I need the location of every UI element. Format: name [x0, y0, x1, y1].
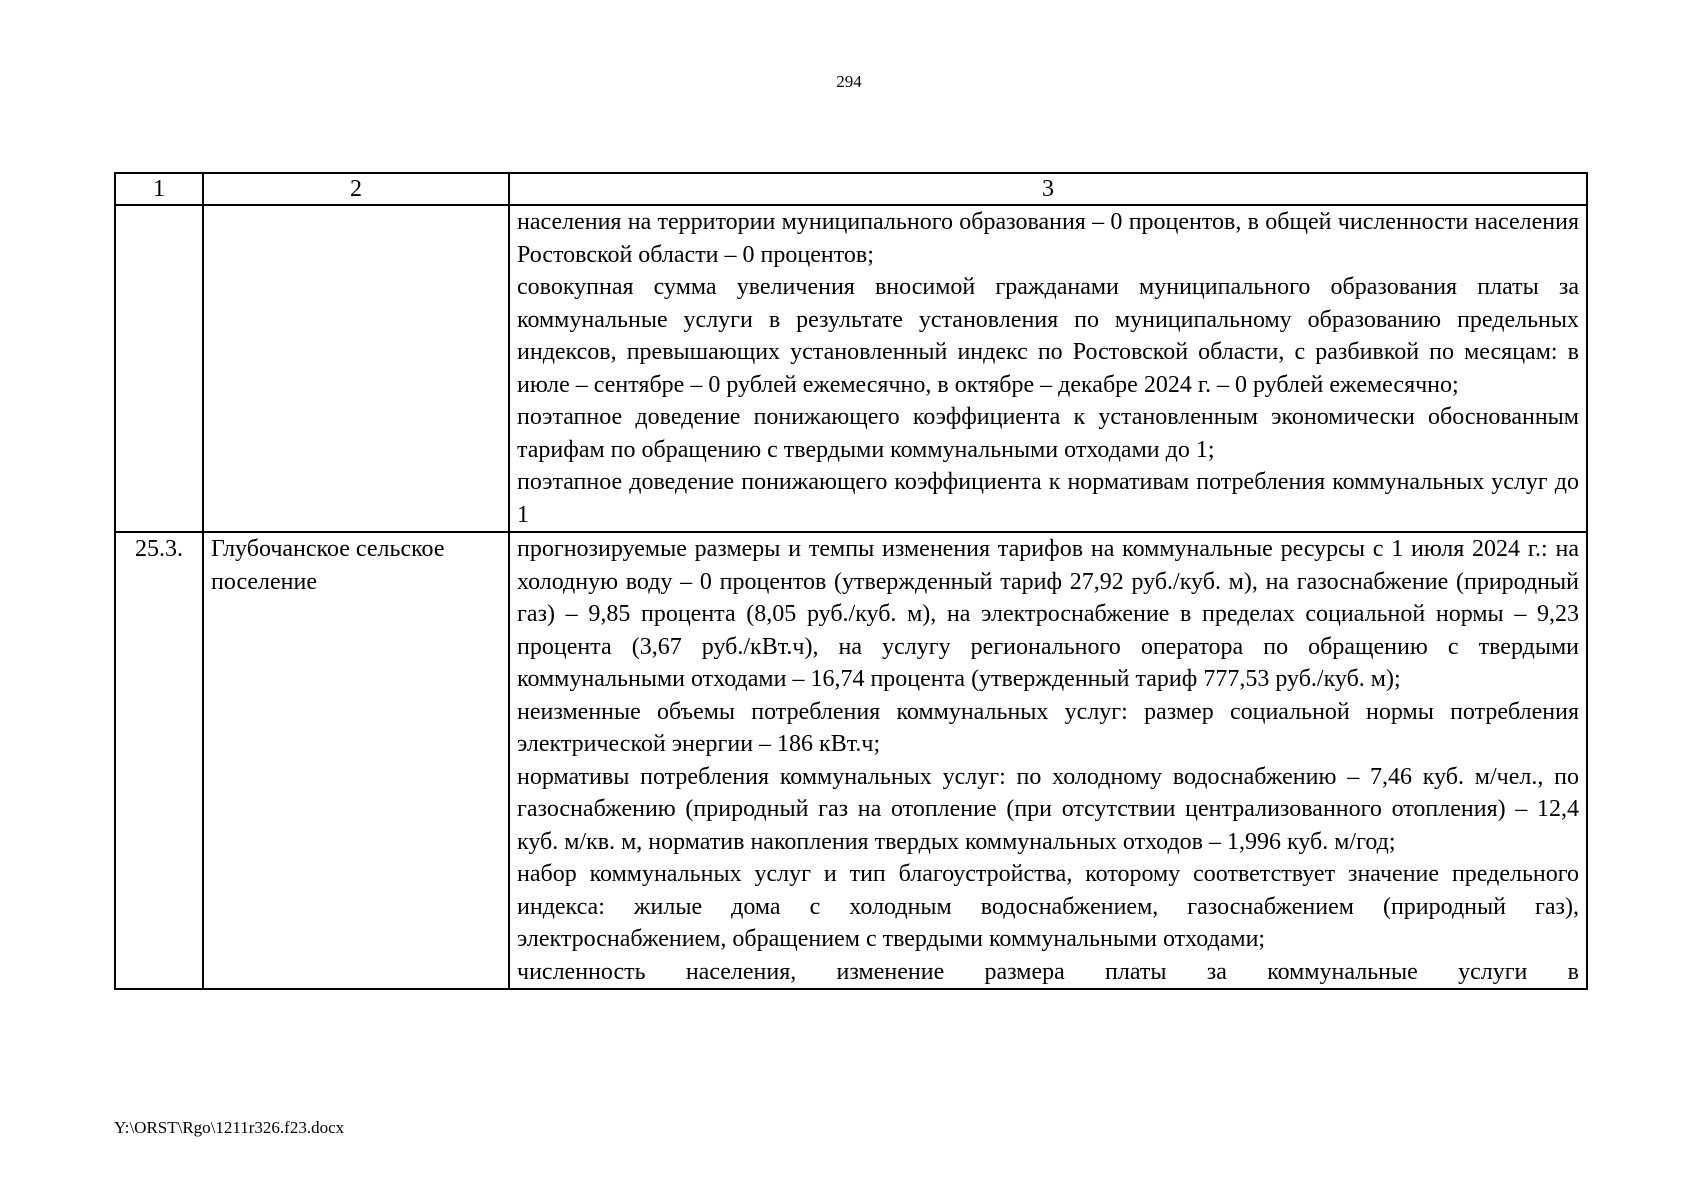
row-number-cell: 25.3. — [115, 532, 203, 989]
file-path-footer: Y:\ORST\Rgo\1211r326.f23.docx — [114, 1118, 345, 1137]
settlement-name-cell: Глубочанское сельское поселение — [203, 532, 509, 989]
row-number-cell — [115, 205, 203, 532]
column-header-1: 1 — [115, 173, 203, 205]
description-paragraph: поэтапное доведение понижающего коэффициента к установленным экономически обоснованным тарифам по обращению с твердыми коммунальными отходами до 1; — [517, 404, 1579, 463]
description-paragraph: поэтапное доведение понижающего коэффициента к нормативам потребления коммунальных услуг до 1 — [517, 469, 1579, 528]
settlement-name-cell — [203, 205, 509, 532]
table-row — [115, 532, 1587, 989]
description-paragraph: численность населения, изменение размера платы за коммунальные услуги в — [517, 958, 1579, 985]
tariff-table — [114, 172, 1588, 990]
description-paragraph: населения на территории муниципального образования – 0 процентов, в общей численности населения Ростовской области – 0 процентов; — [517, 209, 1579, 268]
page-number: 294 — [836, 72, 862, 91]
description-paragraph: набор коммунальных услуг и тип благоустройства, которому соответствует значение предельного индекса: жилые дома с холодным водоснабжением, газоснабжением (природный газ), электроснабжением, обращением с твердыми коммунальными отходами; — [517, 861, 1579, 952]
table-header-row — [115, 173, 1587, 205]
column-header-2: 2 — [203, 173, 509, 205]
description-paragraph: нормативы потребления коммунальных услуг: по холодному водоснабжению – 7,46 куб. м/чел., по газоснабжению (природный газ на отопление (при отсутствии централизованного отопления) – 12,4 куб. м/кв. м, норматив накопления твердых коммунальных отходов – 1,996 куб. м/год; — [517, 763, 1579, 855]
description-paragraph: прогнозируемые размеры и темпы изменения тарифов на коммунальные ресурсы с 1 июля 2024 г.: на холодную воду – 0 процентов (утвержденный тариф 27,92 руб./куб. м), на газоснабжение (природный газ) – 9,85 процента (8,05 руб./куб. м), на электроснабжение в пределах социальной нормы – 9,23 процента (3,67 руб./кВт.ч), на услугу регионального оператора по обращению с твердыми коммунальными отходами – 16,74 процента (утвержденный тариф 777,53 руб./куб. м); — [517, 536, 1579, 692]
description-cell — [509, 532, 1587, 989]
table-row — [115, 205, 1587, 532]
description-cell — [509, 205, 1587, 532]
column-header-3: 3 — [509, 173, 1587, 205]
description-paragraph: неизменные объемы потребления коммунальных услуг: размер социальной нормы потребления электрической энергии – 186 кВт.ч; — [517, 698, 1579, 757]
description-paragraph: совокупная сумма увеличения вносимой гражданами муниципального образования платы за коммунальные услуги в результате установления по муниципальному образованию предельных индексов, превышающих установленный индекс по Ростовской области, с разбивкой по месяцам: в июле – сентябре – 0 рублей ежемесячно, в октябре – декабре 2024 г. – 0 рублей ежемесячно; — [517, 274, 1579, 398]
